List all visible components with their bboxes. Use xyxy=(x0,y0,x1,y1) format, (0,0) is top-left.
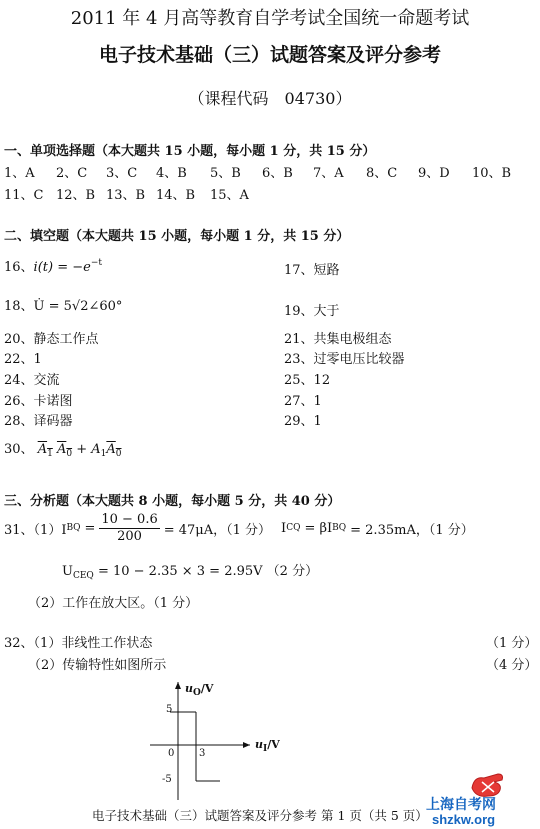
q31-uceq: $U_{CEQ} = 10 - 2.35 \times 3 = 2.95V$ （2 分） xyxy=(62,564,319,581)
mcq-answer-item: 13、B xyxy=(106,188,146,203)
mcq-answer-item: 2、C xyxy=(56,166,88,181)
fill-q20: 20、静态工作点 xyxy=(4,332,99,347)
section-3-heading: 三、分析题（本大题共 8 小题，每小题 5 分，共 40 分） xyxy=(4,494,341,509)
mcq-answer-item: 15、A xyxy=(210,188,249,203)
tick-label-minus-5: -5 xyxy=(162,774,172,785)
fill-q27: 27、1 xyxy=(284,394,322,409)
exam-title: 2011 年 4 月高等教育自学考试全国统一命题考试 xyxy=(70,8,470,29)
fill-q18: 18、U̇ = 5√2∠60° xyxy=(4,299,123,314)
q31-part2: （2）工作在放大区。（1 分） xyxy=(28,596,199,611)
tick-label-3: 3 xyxy=(199,748,206,759)
mcq-answer-item: 10、B xyxy=(472,166,512,181)
tick-label-5: 5 xyxy=(166,704,173,715)
q32-part2: （2）传输特性如图所示 xyxy=(28,658,167,673)
q31-part1: 31、（1）I BQ = $\frac{10 - 0.6}{200}$ = 47μA，（1 分） I CQ = βI BQ = 2.35mA，（1 分） xyxy=(4,511,474,544)
watermark-cn: 上海自考网 xyxy=(426,796,496,812)
fill-q22: 22、1 xyxy=(4,352,42,367)
mcq-answer-item: 14、B xyxy=(156,188,196,203)
mcq-answer-item: 7、A xyxy=(313,166,344,181)
mcq-answer-item: 12、B xyxy=(56,188,96,203)
fill-q16: 16、$i(t) = -e^{-t}$ xyxy=(4,258,102,275)
doc-title: 电子技术基础（三）试题答案及评分参考 xyxy=(98,44,441,66)
mcq-answer-item: 6、B xyxy=(262,166,293,181)
fill-q23: 23、过零电压比较器 xyxy=(284,352,405,367)
fill-q29: 29、1 xyxy=(284,414,322,429)
q32-part1-score: （1 分） xyxy=(486,636,538,651)
q32-part2-score: （4 分） xyxy=(486,658,538,673)
mcq-answer-item: 5、B xyxy=(210,166,241,181)
tick-label-0: 0 xyxy=(168,748,175,759)
course-code: （课程代码 04730） xyxy=(188,89,352,108)
mcq-answer-item: 3、C xyxy=(106,166,138,181)
section-2-heading: 二、填空题（本大题共 15 小题，每小题 1 分，共 15 分） xyxy=(4,229,350,244)
mcq-answer-item: 11、C xyxy=(4,188,44,203)
fill-q25: 25、12 xyxy=(284,373,331,388)
mcq-answer-item: 9、D xyxy=(418,166,450,181)
watermark-url: shzkw.org xyxy=(432,812,496,827)
q31-fraction: $\frac{10 - 0.6}{200}$ xyxy=(101,511,158,544)
page-footer: 电子技术基础（三）试题答案及评分参考 第 1 页（共 5 页） xyxy=(92,808,428,823)
section-1-heading: 一、单项选择题（本大题共 15 小题，每小题 1 分，共 15 分） xyxy=(4,144,376,159)
x-axis-label: $u_I/V$ xyxy=(255,738,280,754)
mcq-answer-item: 4、B xyxy=(156,166,187,181)
fill-q26: 26、卡诺图 xyxy=(4,394,73,409)
mcq-answer-item: 1、A xyxy=(4,166,35,181)
q32-part1: 32、（1）非线性工作状态 xyxy=(4,636,153,651)
fill-q24: 24、交流 xyxy=(4,373,60,388)
fill-q17: 17、短路 xyxy=(284,263,340,278)
fill-q21: 21、共集电极组态 xyxy=(284,332,392,347)
y-axis-label: $u_O/V$ xyxy=(185,682,214,698)
fill-q28: 28、译码器 xyxy=(4,414,73,429)
fill-q19: 19、大于 xyxy=(284,304,340,319)
fill-q30: 30、 $A_1$ $A_0 + A_1A_0$ xyxy=(4,442,122,459)
mcq-answer-item: 8、C xyxy=(366,166,398,181)
